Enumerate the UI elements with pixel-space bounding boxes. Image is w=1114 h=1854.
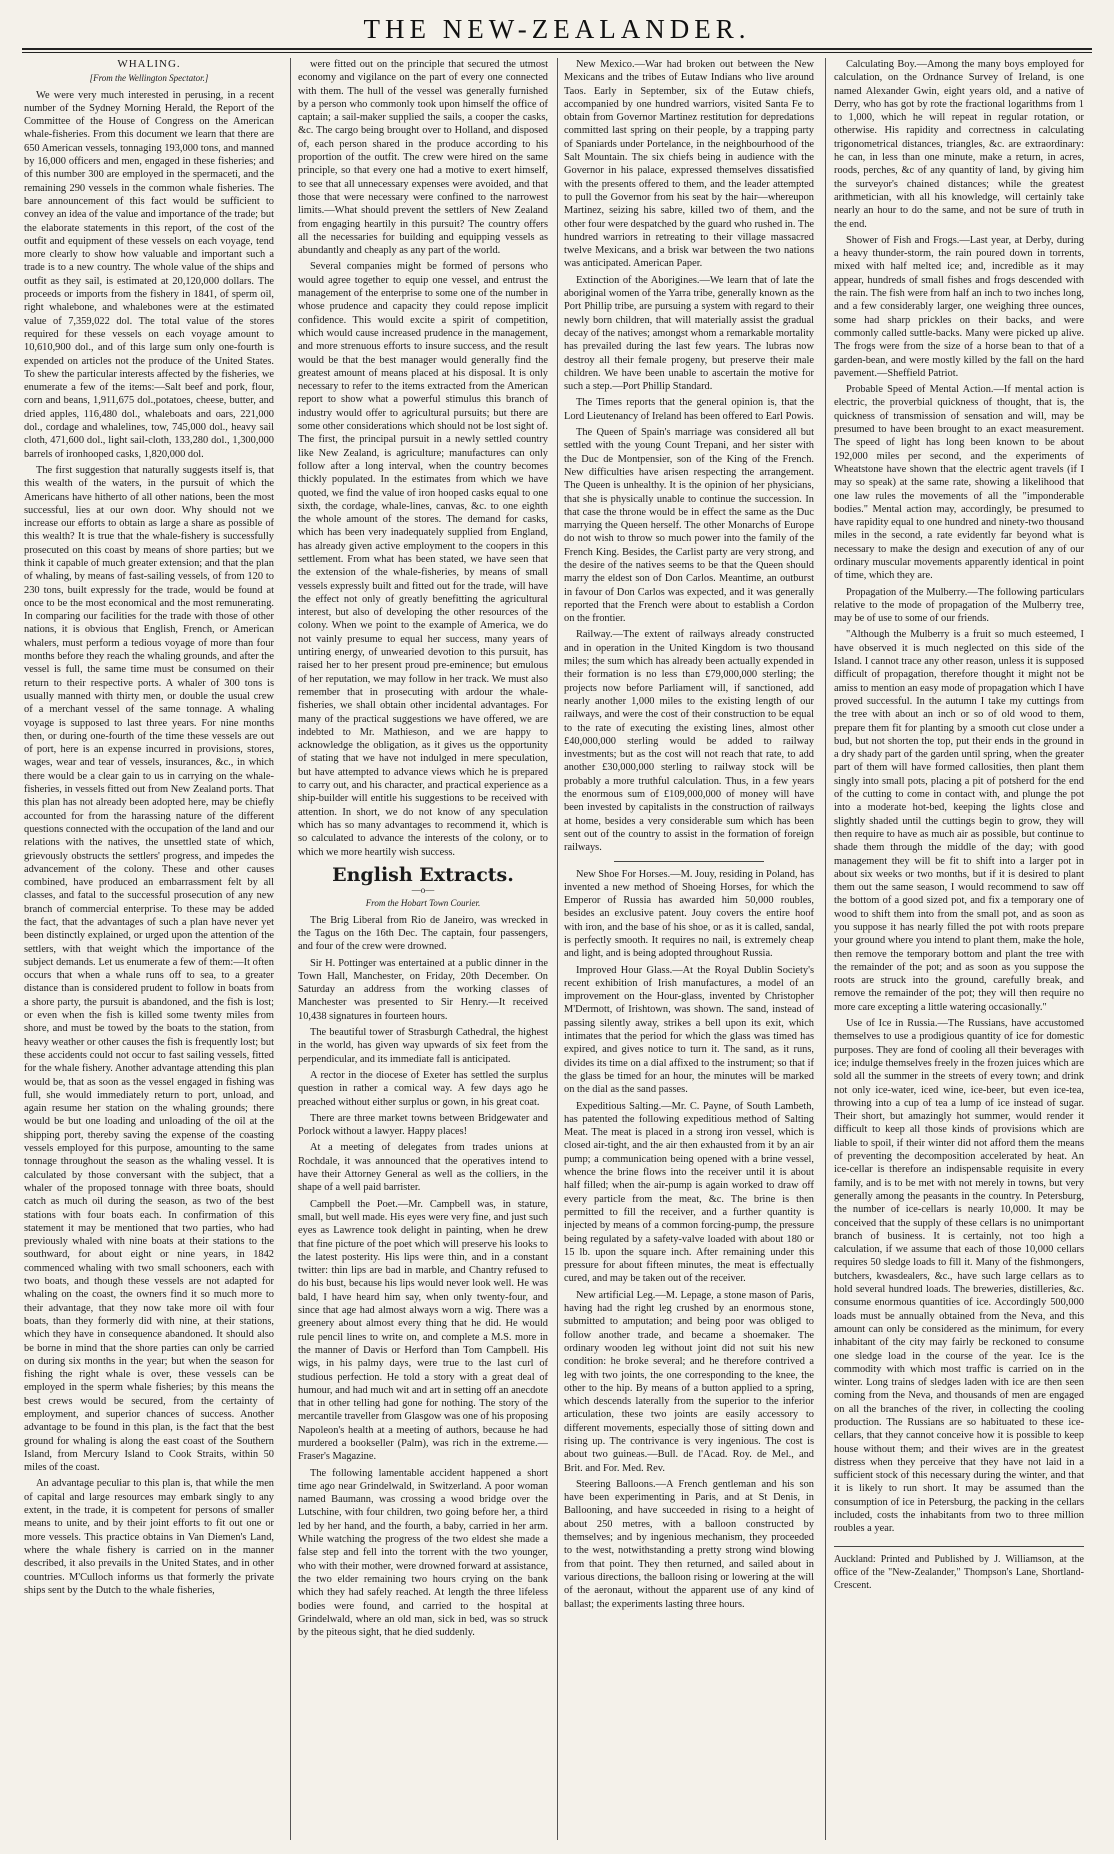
news-item: New artificial Leg.—M. Lepage, a stone mason of Paris, having had the right leg crushed by an enormous stone, submitted to amputation; and being poor was obliged to follow another trade, and became a shoemaker. The ordinary wooden leg without joint did not suit his new condition: he broke several; and he therefore contrived a leg with two joints, the one corresponding to the knee, the other to the hip. By means of a button applied to a spring, which descends laterally from the superior to the inferior articulation, these two joints are easily accessory to different movements, especially those of sitting down and rising up. The contrivance is very ingenious. The cost is about two guineas.—Bull. de l'Acad. Roy. de Mel., and Brit. and For. Med. Rev. [564, 1289, 814, 1474]
extract-item: Sir H. Pottinger was entertained at a public dinner in the Town Hall, Manchester, on Friday, 20th December. On Saturday an address from the working classes of Manchester was presented to Sir Henry.—It received 10,438 signatures in fourteen hours. [298, 957, 548, 1022]
news-item: New Shoe For Horses.—M. Jouy, residing in Poland, has invented a new method of Shoeing Horses, for which the Emperor of Russia has awarded him 50,000 roubles, besides an exclusive patent. Jouy covers the entire hoof with iron, and the base of his shoe, or as it is called, sandal, is perfectly smooth. It requires no nail, is extremely cheap and light, and is being adopted throughout Russia. [564, 868, 814, 960]
news-item: Improved Hour Glass.—At the Royal Dublin Society's recent exhibition of Irish manufactures, a model of an improvement on the Hour-glass, invented by Christopher M'Dermott, of Irishtown, was shown. The sand, instead of passing silently away, strikes a bell upon its exit, which intimates that the period for which the glass was timed has expired, and gives notice to turn it. The sand, as it runs, divides its time on a dial affixed to the instrument; so that if the glass be timed for an hour, the minutes will be marked on the dial as the sand passes. [564, 964, 814, 1096]
column-4 [834, 58, 1084, 1840]
column-1 [24, 58, 274, 1840]
article-paragraph: Several companies might be formed of persons who would agree together to equip one vessel, and entrust the management of the enterprise to some one of the number in whose prudence and capacity they could repose implicit confidence. This would excite a spirit of competition, which would cause increased prudence in the management, and more strenuous efforts to insure success, and the result would be that the best manager would generally find the greatest amount of means placed at his disposal. It is only necessary to refer to the items extracted from the American report to show what a powerful stimulus this branch of industry would offer to agricultural pursuits; but there are some other considerations which should not be lost sight of. The first, the principal pursuit in a newly settled country like New Zealand, is agriculture; manufactures can only follow after a long interval, when the country becomes thickly populated. In the estimates from which we have quoted, we find the value of iron hooped casks equal to one sixth, the cordage, whale-lines, canvas, &c. to one eighth the whole amount of the stores. The demand for casks, which has been very inadequately supplied from England, has already given active employment to the coopers in this settlement. From what has been stated, we have seen that the extension of the whale-fisheries, by means of small vessels expressly built and fitted out for the trade, will have the effect not only of greatly benefitting the agricultural interest, but also of developing the other resources of the colony. When we point to the example of America, we do not vainly presume to equal her success, many years of untiring energy, of unwearied devotion to this pursuit, has raised her to her present proud pre-eminence; but emulous of her reputation, we may follow in her track. We must also remember that in prosecuting with ardour the whale-fisheries, we shall obtain other incidental advantages. For many of the practical suggestions we have offered, we are indebted to Mr. Mathieson, and we are happy to acknowledge the obligation, as it gives us the opportunity of stating that we have not indulged in mere speculation, but have attempted to advance views which he is prepared to carry out, and his character, and practical experience as a ship-builder will entitle his suggestions to be received with attention. In short, we do not know of any speculation which has so many advantages to recommend it, which is so calculated to advance the interests of the colony, or to which we more heartily wish success. [298, 261, 548, 858]
extract-item: There are three market towns between Bridgewater and Porlock without a lawyer. Happy places! [298, 1112, 548, 1138]
column-divider [290, 58, 291, 1840]
news-item: Shower of Fish and Frogs.—Last year, at Derby, during a heavy thunder-storm, the rain poured down in torrents, mixed with half melted ice; and, incredible as it may appear, hundreds of small fishes and frogs descended with the rain. The fish were from half an inch to two inches long, and a few considerably larger, one weighing three ounces, some had sharp prickles on their backs, and were commonly called suttle-backs. Many were picked up alive. The frogs were from the size of a horse bean to that of a garden-bean, and were mostly killed by the fall on the hard pavement.—Sheffield Patriot. [834, 234, 1084, 379]
whaling-source: [From the Wellington Spectator.] [89, 73, 209, 84]
extract-item: A rector in the diocese of Exeter has settled the surplus question in rather a comical way. A few days ago he preached without either surplus or gown, in his great coat. [298, 1069, 548, 1108]
column-divider [557, 58, 558, 1840]
news-item: "Although the Mulberry is a fruit so much esteemed, I have observed it is much neglected on this side of the Island. I cannot trace any other reason, unless it is supposed difficult of propagation, therefore thought it might not be amiss to mention an easy mode of propagation which I have proved successful. In the autumn I take my cuttings from the tree with about an inch or so of old wood to them, prepare them fit for planting by a smooth cut close under a bud, but not shorten the top, put their ends in the ground in a dry shady part of the garden until spring, when the greater part of them will have formed callosities, then plant them singly into small pots, placing a pit of potsherd for the end of the cutting to come in contact with, and plunge the pot into a moderate hot-bed, keeping the lights close and slightly shaded until the cuttings begin to grow, they will then require to have as much air as possible, but continue to shade them through the middle of the day; with good management they will be fit to shift into a larger pot in about six weeks or two months, but if it is desired to plant them out the same season, I would recommend to saw off the bottom of a good sized pot, and fix a temporary one of wood to shift them into from the small pot, and as soon as you suppose it has nearly filled the pot with roots prepare your ground where you intend to plant them, make the hole, then remove the temporary bottom and plant the tree with the remainder of the pot; and as soon as you suppose the roots are struck into the ground, carefully break, and remove the remainder of the pot; they will then require no more care excepting a little watering occasionally." [834, 629, 1084, 1013]
english-extracts-heading: English Extracts. [332, 863, 514, 886]
printer-imprint: Auckland: Printed and Published by J. Williamson, at the office of the "New-Zealander," Thompson's Lane, Shortland-Crescent. [834, 1546, 1084, 1593]
news-item: Probable Speed of Mental Action.—If mental action is electric, the proverbial quickness of thought, that is, the quickness of transmission of sensation and will, may be presumed to have been brought to an exact measurement. The speed of light has long been known to be about 192,000 miles per second, and the experiments of Wheatstone have shown that the electric agent travels (if I may so speak) at the same rate, showing a likelihood that one law rules the movements of all the "imponderable bodies." Mental action may, accordingly, be presumed to have rapidity equal to one hundred and ninety-two thousand miles in the second, a rate evidently far beyond what is necessary to make the design and execution of any of our ordinary muscular movements apparently identical in point of time, which they are. [834, 384, 1084, 582]
article-paragraph: were fitted out on the principle that secured the utmost economy and vigilance on the part of every one connected with them. The hull of the vessel was generally furnished by a person who commonly took upon himself the office of captain; a sail-maker supplied the sails, a cooper the casks, &c. The cargo being brought over to Holland, and disposed of, each person shared in the produce according to his proportion of the outfit. The crew were hired on the same principle, so that every one had a motive to exert himself, to see that all unnecessary expenses were avoided, and that those that were necessary were confined to the narrowest limits.—What should prevent the settlers of New Zealand from engaging heartily in this pursuit? The country offers all the necessaries for building and equipping vessels as abundantly and cheaply as any part of the world. [298, 59, 548, 257]
column-3 [564, 58, 814, 1840]
news-item: Use of Ice in Russia.—The Russians, have accustomed themselves to use a prodigious quantity of ice for domestic purposes. They are fond of cooling all their beverages with ice; indulge themselves freely in the frozen juices which are sold all the summer in the streets of every town; and drink not only ice-water, iced wine, ice-beer, but even ice-tea, throwing into a cup of tea a lump of ice instead of sugar. Their short, but amazingly hot summer, would render it difficult to keep all those kinds of provisions which are liable to spoil, if their winter did not afford them the means of preventing the decomposition accelerated by heat. An ice-cellar is therefore an indispensable requisite in every family, and is to be met with not merely in towns, but very generally among the peasants in the country. In Petersburg, the number of ice-cellars is nearly 10,000. It may be conceived that the supply of these cellars is no unimportant branch of business. It is certainly, not too high a calculation, if we assume that each of those 10,000 cellars requires 50 sledge loads to fill it. Many of the fishmongers, butchers, kwasdealers, &c., have such large cellars as to hold several hundred loads. The breweries, distilleries, &c. consume enormous quantities of ice. Accordingly 500,000 loads must be annually obtained from the Neva, and this amount can only be considered as the minimum, for every inhabitant of the city may fairly be reckoned to consume one sledge load in the course of the year. Ice is the commodity with which most traffic is carried on in the winter. Long trains of sledges laden with ice are then seen coming from the Neva, and thousands of men are engaged on all the branches of the river, in collecting the cooling production. The Russians are so habituated to these ice-cellars, that they cannot conceive how it is possible to keep house without them; and their wives are in the greatest distress when they perceive that they have not laid in a sufficient stock of this necessary during the winter, and that it is likely to run short. It may be assumed than the consumption of ice in Petersburg, the packing in the cellars included, costs the inhabitants from two to three million roubles a year. [834, 1018, 1084, 1535]
extracts-source: From the Hobart Town Courier. [365, 898, 481, 909]
extract-item: The beautiful tower of Strasburgh Cathedral, the highest in the world, has given way upwards of six feet from the perpendicular, and its immediate fall is anticipated. [298, 1027, 548, 1065]
masthead-rule-thin [22, 52, 1092, 53]
news-item: The Queen of Spain's marriage was considered all but settled with the young Count Trepani, and her sister with the Duc de Montpensier, son of the King of the French. New difficulties have arisen respecting the arrangement. The Queen is unhealthy. It is the opinion of her physicians, that she is physically unable to continue the succession. In that case the throne would be in effect the same as the Duc marrying the Queen herself. The other Monarchs of Europe do not wish to throw so much power into the family of the French King. Besides, the Carlist party are very strong, and the desire of the natives seems to be that the Queen should marry the eldest son of Don Carlos. Meantime, an outburst in favour of Don Carlos was expected, and it was generally reported that the French were about to establish a Cordon on the frontier. [564, 427, 814, 625]
news-item: Expeditious Salting.—Mr. C. Payne, of South Lambeth, has patented the following expeditious method of Salting Meat. The meat is placed in a strong iron vessel, which is closed air-tight, and the air then exhausted from it by an air pump; a communication being opened with a brine vessel, whence the brine flows into the receiver until it is about half filled; when the air-pump is again worked to draw off every particle from the meat, &c. The brine is then permitted to fill the receiver, and a further quantity is injected by means of a common forcing-pump, the pressure being regulated by a safety-valve loaded with about 180 or 15 lb. upon the square inch. After remaining under this pressure for about fifteen minutes, the meat is effectually cured, and may be taken out of the receiver. [564, 1100, 814, 1285]
news-item: New Mexico.—War had broken out between the New Mexicans and the tribes of Eutaw Indians who live around Taos. Early in September, six of the Eutaw chiefs, accompanied by one hundred warriors, visited Santa Fe to obtain from Governor Martinez restitution for depredations committed last spring on their people, by a trapping party of Spaniards under Portelance, in the neighbourhood of the Salt Mountain. The six chiefs being in audience with the Governor in his palace, expressed themselves dissatisfied with the presents offered to them, and the leader attempted to pull the Governor from his seat by the hair—whereupon Martinez, seizing his sabre, killed two of them, and the other four were despatched by the guard who rushed in. The hundred warriors in retreating to their village massacred twelve Mexicans, and a brisk war between the two nations was anticipated. American Paper. [564, 59, 814, 270]
whaling-heading: WHALING. [117, 58, 181, 70]
section-divider [614, 861, 764, 862]
article-paragraph: The first suggestion that naturally suggests itself is, that this wealth of the waters, in the pursuit of which the Americans have hitherto of all other nations, been the most successful, lies at our own door. Why should not we increase our efforts to obtain as large a share as possible of this wealth? It is true that the whale-fishery is successfully prosecuted on this coast by means of shore parties; but we think it capable of much greater extension; and that the plan of whaling, by means of fast-sailing vessels, of from 120 to 230 tons, built expressly for the trade, would be found at once to be the most economical and the most remunerating. In comparing our facilities for the trade with those of other nations, it is obvious that English, French, or American whalers, must perform a tedious voyage of more than four months before they reach the whaling grounds, and after the vessel is full, the same time must be consumed on their return to their respective ports. A whaler of 300 tons is usually manned with thirty men, or double the usual crew of a merchant vessel of the same tonnage. A whaling voyage is supposed to last three years. For nine months then, or during one-fourth of the time these vessels are out of port, here is an expense incurred in provisions, stores, wages, wear and tear of vessels, insurances, &c., in which there would be a clear gain to us in carrying on the whale-fisheries, in vessels fitted out from New Zealand ports. That this plan has not already been adopted here, may be chiefly accounted for from the harassing nature of the different questions connected with the occupation of the land and our relations with the natives, the unsettled state of which, grievously obstructs the settlers' progress, and impedes the advancement of the colony. These and other causes combined, have produced an embarrassment felt by all classes, and fatal to the successful prosecution of any new branch of commercial enterprise. To these may be added the fact, that the advantages of such a plan have never yet been distinctly explained, or urged upon the attention of the settlers, with that weight which the importance of the subject demands. Let us enumerate a few of them:—It often occurs that when a whale runs off to sea, to a greater distance than is considered prudent to follow in boats from a shore party, the pursuit is abandoned, and the fish is lost; or even when the fish is killed some twenty miles from shore, and must be towed by the boats to the station, from heavy weather or other causes the fish is frequently lost; but these accidents could not occur to fast sailing vessels, fitted for the whale fishery. Another advantage attending this plan would be, that as soon as the vessel engaged in fishing was full, she would immediately return to port, unload, and again resume her station on the whaling grounds; there would be but one loading and unloading of the oil at the shipping port, thereby saving the expense of the coasting vessels employed for this purpose, amounting to the same tonnage throughout the season as the whaling vessel. It is calculated by those conversant with the subject, that a whaler of the proposed tonnage with three boats, should catch as much oil during the season, as two of the best stations with four boats each. In confirmation of this statement it may be mentioned that two parties, who had previously whaled with nine boats at their stations to the southward, for about eight or nine years, in 1842 commenced whaling with two small schooners, each with two boats, and though these vessels are not adapted for whaling on the coast, the owners find it so much more to their advantage, that they now take more oil with four boats, than they formerly did with nine, at their stations, which they have in consequence abandoned. It should also be borne in mind that the shore parties can only be carried on during six months in the year; but when the season for fishing the right whale is over, these vessels can be employed in the sperm whale fisheries; by this means the best crews would be secured, from the certainty of employment, and superior chances of success. Another advantage to be found in this plan, is the fact that the best ground for whaling is along the east coast of the Southern Island, from Mercury Island to Cook Straits, within 50 miles of the coast. [24, 464, 274, 1474]
extract-item: The Brig Liberal from Rio de Janeiro, was wrecked in the Tagus on the 16th Dec. The captain, four passengers, and four of the crew were drowned. [298, 914, 548, 953]
extract-item: At a meeting of delegates from trades unions at Rochdale, it was announced that the operatives intend to have their Attorney General as well as the colliers, in the shape of a well paid barrister. [298, 1142, 548, 1194]
news-item: Steering Balloons.—A French gentleman and his son have been experimenting in Paris, and at St Denis, in Ballooning, and have succeeded in rising to a height of about 250 metres, with a balloon constructed by themselves; and by ingenious mechanism, they proceeded to the west, notwithstanding a pretty strong wind blowing from that point. They then returned, and sailed about in various directions, the balloon rising or lowering at the will of the aeronaut, without the apparent use of any kind of ballast; the experiments lasting three hours. [564, 1478, 814, 1610]
news-item: The Times reports that the general opinion is, that the Lord Lieutenancy of Ireland has been offered to Earl Powis. [564, 397, 814, 422]
article-paragraph: We were very much interested in perusing, in a recent number of the Sydney Morning Herald, the Report of the Committee of the House of Congress on the American whale-fisheries. From this document we learn that there are 650 American vessels, tonnaging 193,000 tons, and manned by 16,000 officers and men, engaged in these fisheries; and of this number 300 are employed in the spermaceti, and the remaining 290 vessels in the common whale fisheries. The bare announcement of this fact would be sufficient to convey an idea of the value and importance of the trade; but the elaborate statements in this report, of the cost of the outfit and equipment of these vessels on each voyage, tend more clearly to show how valuable and important such a trade is to a new country. The whole value of the ships and outfit as they sail, is estimated at 20,120,000 dollars. The proceeds or imports from the fishery in 1841, of sperm oil, right whalebone, and whalebones were at the estimated value of 7,359,022 dol. The total value of the stores required for these vessels on each voyage amount to 10,610,900 dol., and of this large sum only one-fourth is expended on articles not the produce of the United States. To shew the particular interests affected by the fisheries, we enumerate a few of the items:—Salt beef and pork, flour, corn and beans, 1,911,675 dol.,potatoes, cheese, butter, and dried apples, 116,480 dol., whaleboats and oars, 221,000 dol., cordage and whalelines, tow, 745,000 dol., heavy sail cloth, 471,600 dol., light sail-cloth, 133,280 dol., 1,300,000 barrels of ironhooped casks, 1,820,000 dol. [24, 89, 274, 460]
news-item: Propagation of the Mulberry.—The following particulars relative to the mode of propagation of the Mulberry tree, may be of use to some of our friends. [834, 586, 1084, 625]
news-item: Calculating Boy.—Among the many boys employed for calculation, on the Ordnance Survey of Ireland, is one named Alexander Gwin, eight years old, and a native of Derry, who has got by rote the fractional logarithms from 1 to 1,000, which he will repeat in regular rotation, or otherwise. His rapidity and correctness in calculating trigonometrical distances, triangles, &c. are extraordinary: he can, in less than one minute, make a return, in acres, roods, perches, &c of any quantity of land, by giving him the surveyor's chained distances; while the greatest arithmetician, with all his knowledge, will certainly take nearly an hour to do the same, and not be sure of truth in the end. [834, 59, 1084, 230]
section-ornament: —o— [411, 885, 435, 896]
column-2 [298, 58, 548, 1840]
news-item: Railway.—The extent of railways already constructed and in operation in the United Kingdom is two thousand miles; the sum which has already been actually expended in their formation is no less than £79,000,000 sterling; the projects now before Parliament will, if sanctioned, add nearly another 1,000 miles to the existing length of our railways, and were the cost of their construction to be equal to the rate of executing the existing lines, almost other £40,000,000 sterling would be added to railway investments; but as the cost will not reach that rate, to add another £30,000,000 sterling to railway stock will be probably a more truthful calculation. Thus, in a few years the enormous sum of £109,000,000 of money will have been invested by capitalists in the construction of railways at home, besides a very considerable sum which has been sent out of the country to assist in the formation of foreign railways. [564, 629, 814, 854]
column-divider [825, 58, 826, 1840]
masthead-title: THE NEW-ZEALANDER. [363, 14, 751, 44]
news-item: Extinction of the Aborigines.—We learn that of late the aboriginal women of the Yarra tribe, generally known as the Port Phillip tribe, are pursuing a system with regard to their newly born children, that will materially assist the gradual decay of the natives; amongst whom a remarkable mortality has prevailed during the last few years. The lubras now destroy all their female progeny, but preserve their male children. We have been unable to ascertain the motive for such a step.—Port Phillip Standard. [564, 274, 814, 393]
article-paragraph: An advantage peculiar to this plan is, that while the men of capital and large resources may embark singly to any extent, in the trade, it is competent for persons of smaller means to unite, and by their joint efforts to fit out one or more vessels. This practice obtains in Van Diemen's Land, where the whale fishery is carried on in the manner described, it also prevails in the United States, and in other countries. M'Culloch informs us that formerly the private ships sent by the Dutch to the whale fisheries, [24, 1478, 274, 1596]
masthead-rule [22, 48, 1092, 50]
extract-item: The following lamentable accident happened a short time ago near Grindelwald, in Switzerland. A poor woman named Baumann, was crossing a wood bridge over the Lutschine, with four children, two going before her, a third led by her hand, and the fourth, a baby, carried in her arm. While watching the progress of the two eldest she made a false step and fell into the torrent with the two younger, who with their mother, were drowned forward at assistance, the two elder remaining two hours crying on the bank which they had safely reached. At length the three lifeless bodies were found, and carried to the hospital at Grindelwald, where an old man, sick in bed, was so struck by the piteous sight, that he died suddenly. [298, 1467, 548, 1639]
extract-item: Campbell the Poet.—Mr. Campbell was, in stature, small, but well made. His eyes were very fine, and just such eyes as Lawrence took delight in painting, when he drew that fine picture of the poet which will preserve his looks to the latest posterity. His lips were thin, and in a constant twitter: thin lips are bad in marble, and Chantry refused to do his bust, because his lips would never look well. He was bald, I have heard him say, when only twenty-four, and since that age had almost always worn a wig. There was a greenery about almost every thing that he did. He would rule pencil lines to write on, and complete a M.S. more in the manner of Davis or Herford than Tom Campbell. His wigs, in his palmy days, were true to the last curl of studious perfection. He told a story with a great deal of humour, and had much wit and art in setting off an anecdote that in other telling had gone for nothing. The story of the mercantile traveller from Glasgow was one of his proposing Napoleon's health at a meeting of authors, because he had murdered a bookseller (Palm), was rich in the extreme.—Fraser's Magazine. [298, 1198, 548, 1463]
